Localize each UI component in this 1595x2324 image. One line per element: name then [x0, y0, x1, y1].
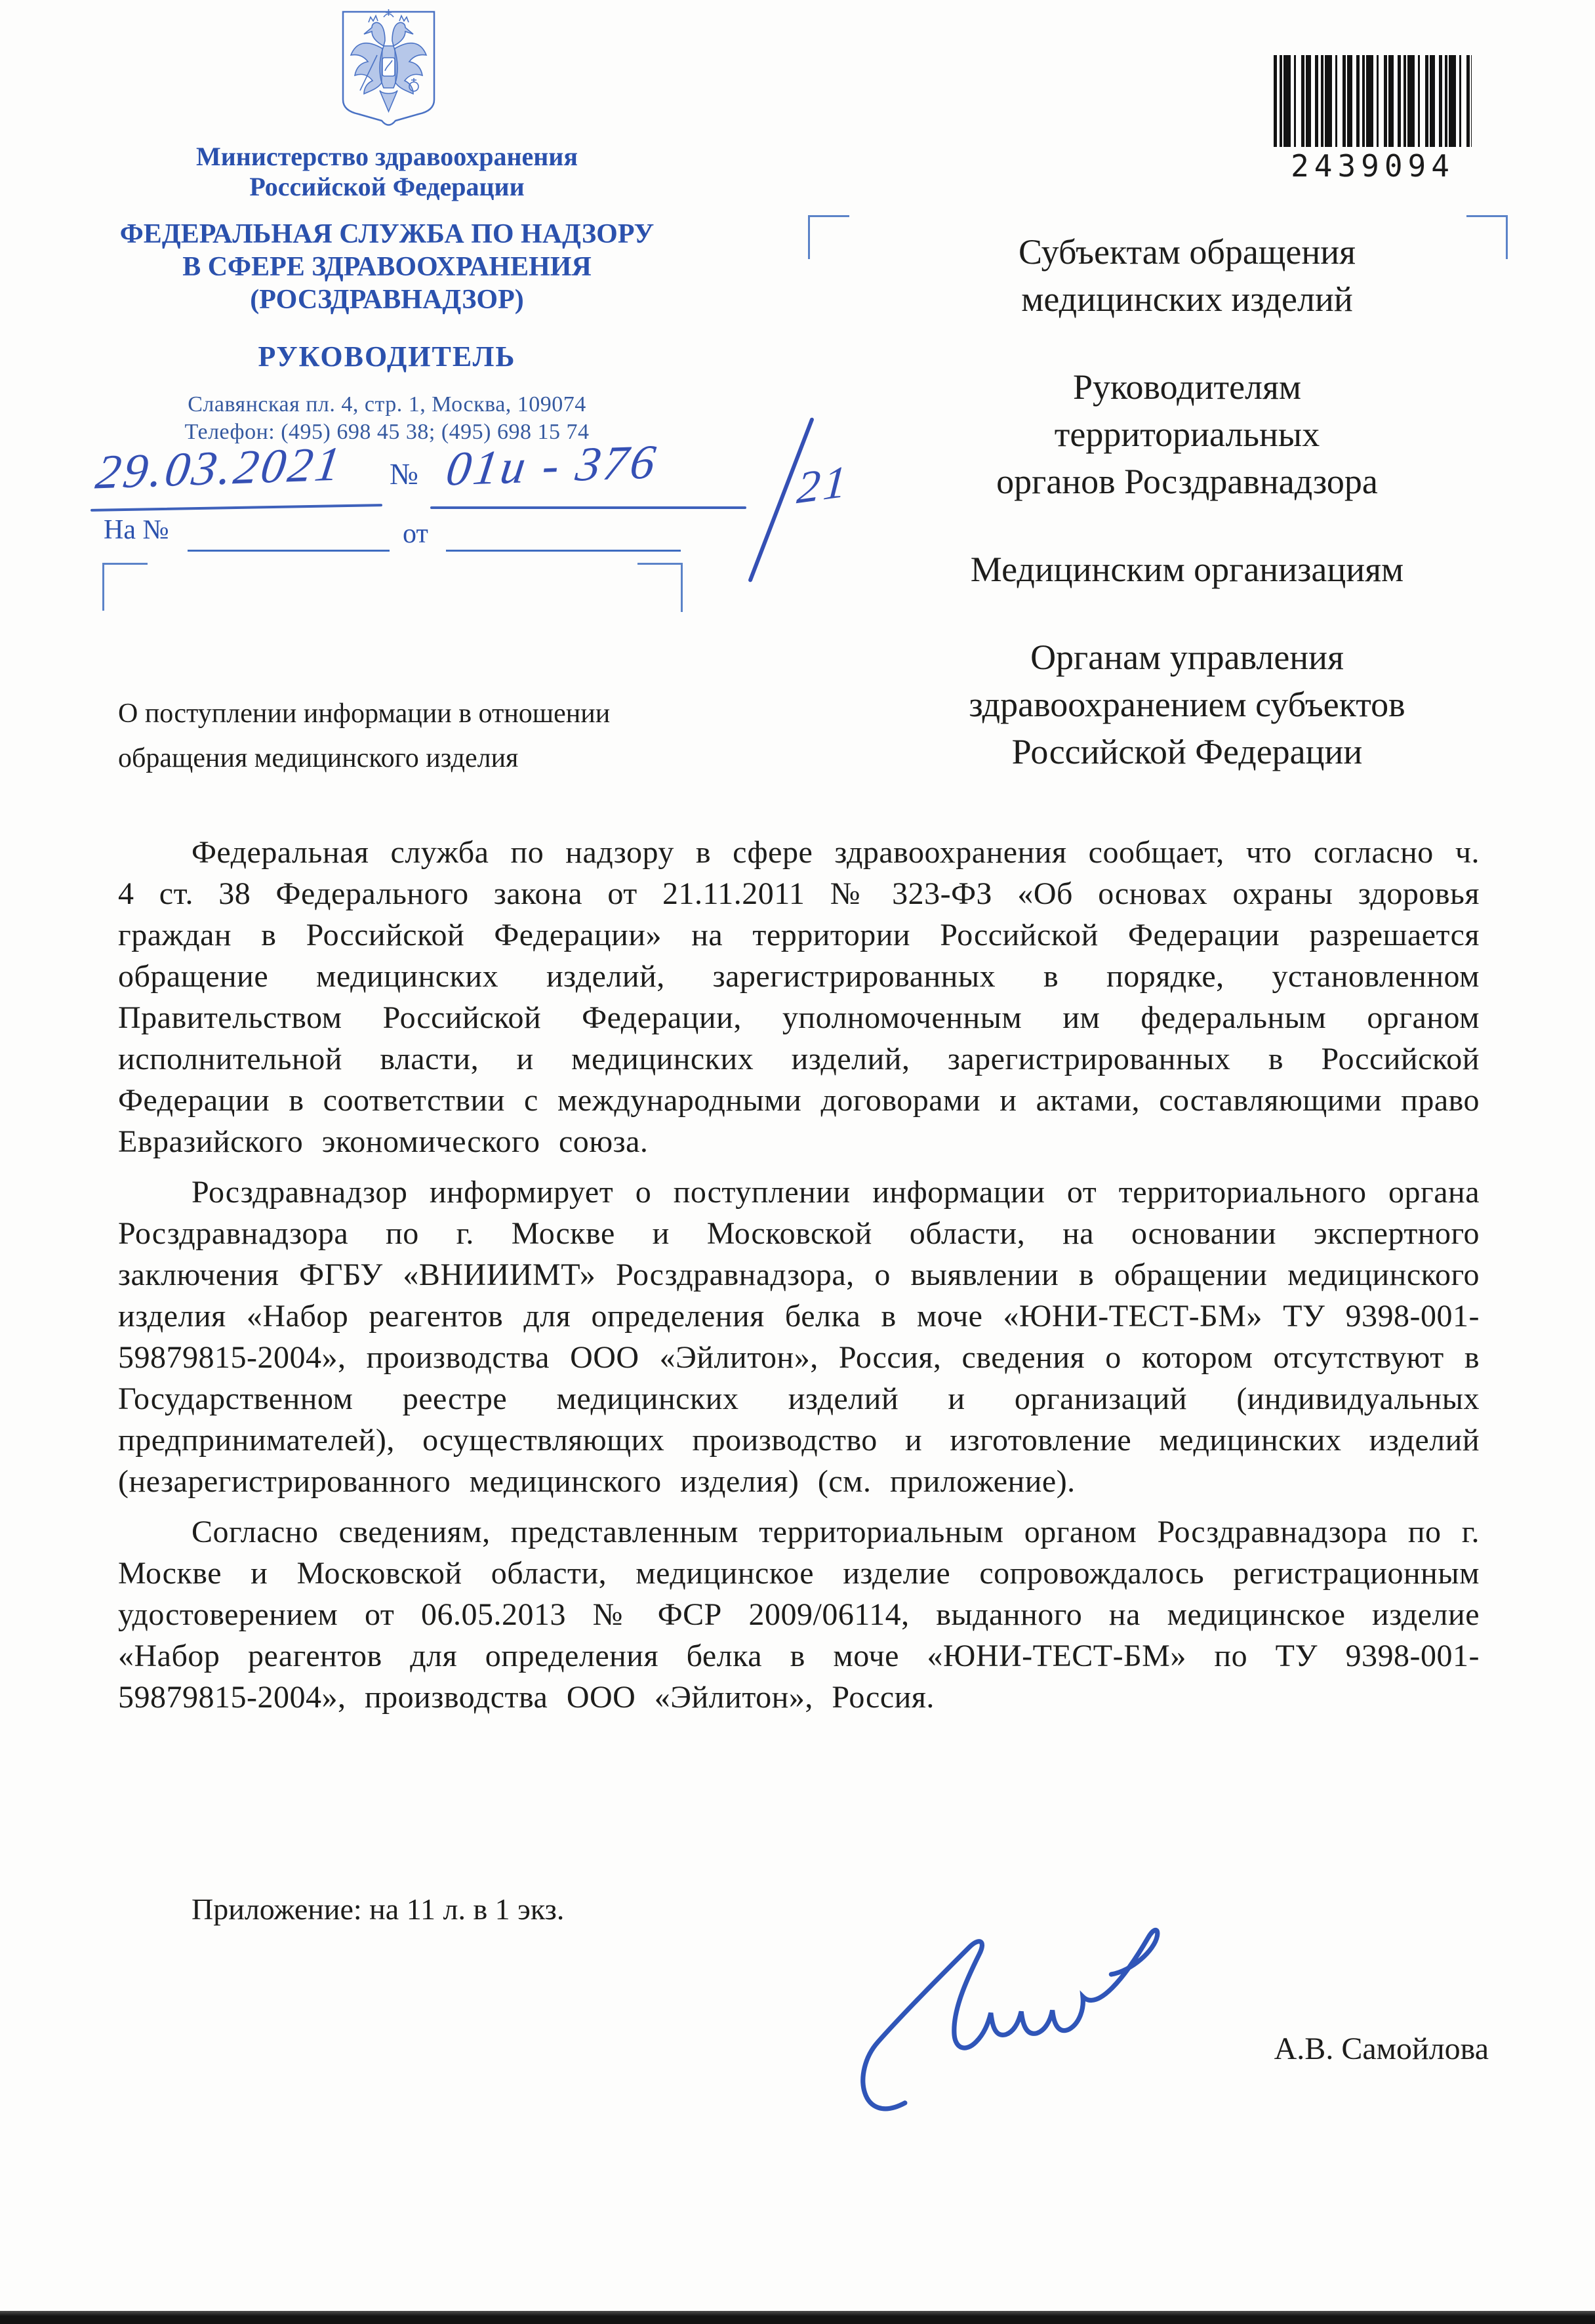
address-line: Славянская пл. 4, стр. 1, Москва, 109074: [188, 392, 586, 417]
addressee-line: органов Росздравнадзора: [996, 462, 1378, 501]
barcode-number: 2439094: [1291, 148, 1455, 184]
addressee-group: [872, 634, 1502, 775]
barcode-stripes: [1274, 55, 1472, 147]
addressee-group: [872, 546, 1502, 593]
signer-name: А.В. Самойлова: [1274, 2031, 1489, 2066]
addressee-line: Руководителям: [1073, 367, 1301, 407]
date-underline: [91, 504, 382, 512]
service-name-line: (РОСЗДРАВНАДЗОР): [250, 285, 524, 315]
number-underline: [430, 506, 746, 509]
addressee-group: [872, 228, 1502, 323]
envelope-corner-mark-left: [102, 563, 148, 611]
attachment-note: Приложение: на 11 л. в 1 экз.: [192, 1892, 565, 1926]
outgoing-number-handwritten: 01и - 376: [443, 435, 662, 497]
addressee-group: [872, 363, 1502, 505]
number-sign: №: [390, 457, 418, 491]
subject-line: О поступлении информации в отношении обращения медицинского изделия: [118, 699, 611, 773]
position-title: РУКОВОДИТЕЛЬ: [258, 340, 516, 373]
incoming-from-label: от: [403, 519, 428, 549]
addressee-line: здравоохранением субъектов: [969, 685, 1405, 724]
signature-stroke: [839, 1910, 1194, 2127]
addressee-line: Субъектам обращения: [1018, 232, 1356, 272]
body-paragraph: Федеральная служба по надзору в сфере здравоохранения сообщает, что согласно ч. 4 ст. 38 Федерального закона от 21.11.2011 № 323-ФЗ «Об основах охраны здоровья граждан в Российской Федерации» на территории Российской Федерации разрешается обращение медицинских изделий, зарегистрированных в порядке, установленном Правительством Российской Федерации, уполномоченным им федеральным органом исполнительной власти, и медицинских изделий, зарегистрированных в Российской Федерации в соответствии с международными договорами и актами, составляющими право Евразийского экономического союза.: [118, 835, 1480, 1159]
scan-edge-artifact: [0, 2311, 1595, 2324]
addressee-line: медицинских изделий: [1021, 279, 1353, 319]
incoming-date-blank-line: [446, 550, 681, 552]
ministry-name-line: Российской Федерации: [249, 172, 525, 201]
outgoing-date-handwritten: 29.03.2021: [92, 437, 346, 500]
body-paragraph: Согласно сведениям, представленным территориальным органом Росздравнадзора по г. Москве и Московской области, медицинское изделие сопровождалось регистрационным удостоверением от 06.05.2013 № ФСР 2009/06114, выданного на медицинское изделие «Набор реагентов для определения белка в моче «ЮНИ-ТЕСТ-БМ» по ТУ 9398-001-59879815-2004», производства ООО «Эйлитон», Россия.: [118, 1515, 1480, 1715]
incoming-number-label: На №: [104, 515, 169, 545]
addressee-line: Российской Федерации: [1011, 732, 1363, 771]
ministry-name-line: Министерство здравоохранения: [196, 142, 578, 171]
addressee-line: территориальных: [1054, 415, 1320, 454]
addressee-line: Медицинским организациям: [970, 550, 1404, 589]
envelope-corner-mark-right: [637, 563, 683, 612]
addressee-corner-mark-left: [808, 215, 849, 259]
addressee-block: [872, 228, 1502, 816]
body-paragraph: Росздравнадзор информирует о поступлении информации от территориального органа Росздравнадзора по г. Москве и Московской области, на основании экспертного заключения ФГБУ «ВНИИИМТ» Росздравнадзора, о выявлении в обращении медицинского изделия «Набор реагентов для определения белка в моче «ЮНИ-ТЕСТ-БМ» ТУ 9398-001-59879815-2004», производства ООО «Эйлитон», Россия, сведения о котором отсутствуют в Государственном реестре медицинских изделий и организаций (индивидуальных предпринимателей), осуществляющих производство и изготовление медицинских изделий (незарегистрированного медицинского изделия) (см. приложение).: [118, 1175, 1480, 1499]
outgoing-number-suffix-handwritten: 21: [795, 456, 851, 514]
letterhead-block: [98, 142, 676, 446]
service-name-line: ФЕДЕРАЛЬНАЯ СЛУЖБА ПО НАДЗОРУ: [119, 219, 655, 249]
registration-barcode: [1274, 55, 1472, 184]
phone-line: Телефон: (495) 698 45 38; (495) 698 15 74: [184, 420, 590, 444]
addressee-line: Органам управления: [1030, 638, 1344, 677]
incoming-number-blank-line: [188, 550, 390, 552]
letter-body: [118, 832, 1480, 1727]
russia-coat-of-arms-icon: [338, 8, 439, 133]
service-name-line: В СФЕРЕ ЗДРАВООХРАНЕНИЯ: [182, 252, 592, 282]
